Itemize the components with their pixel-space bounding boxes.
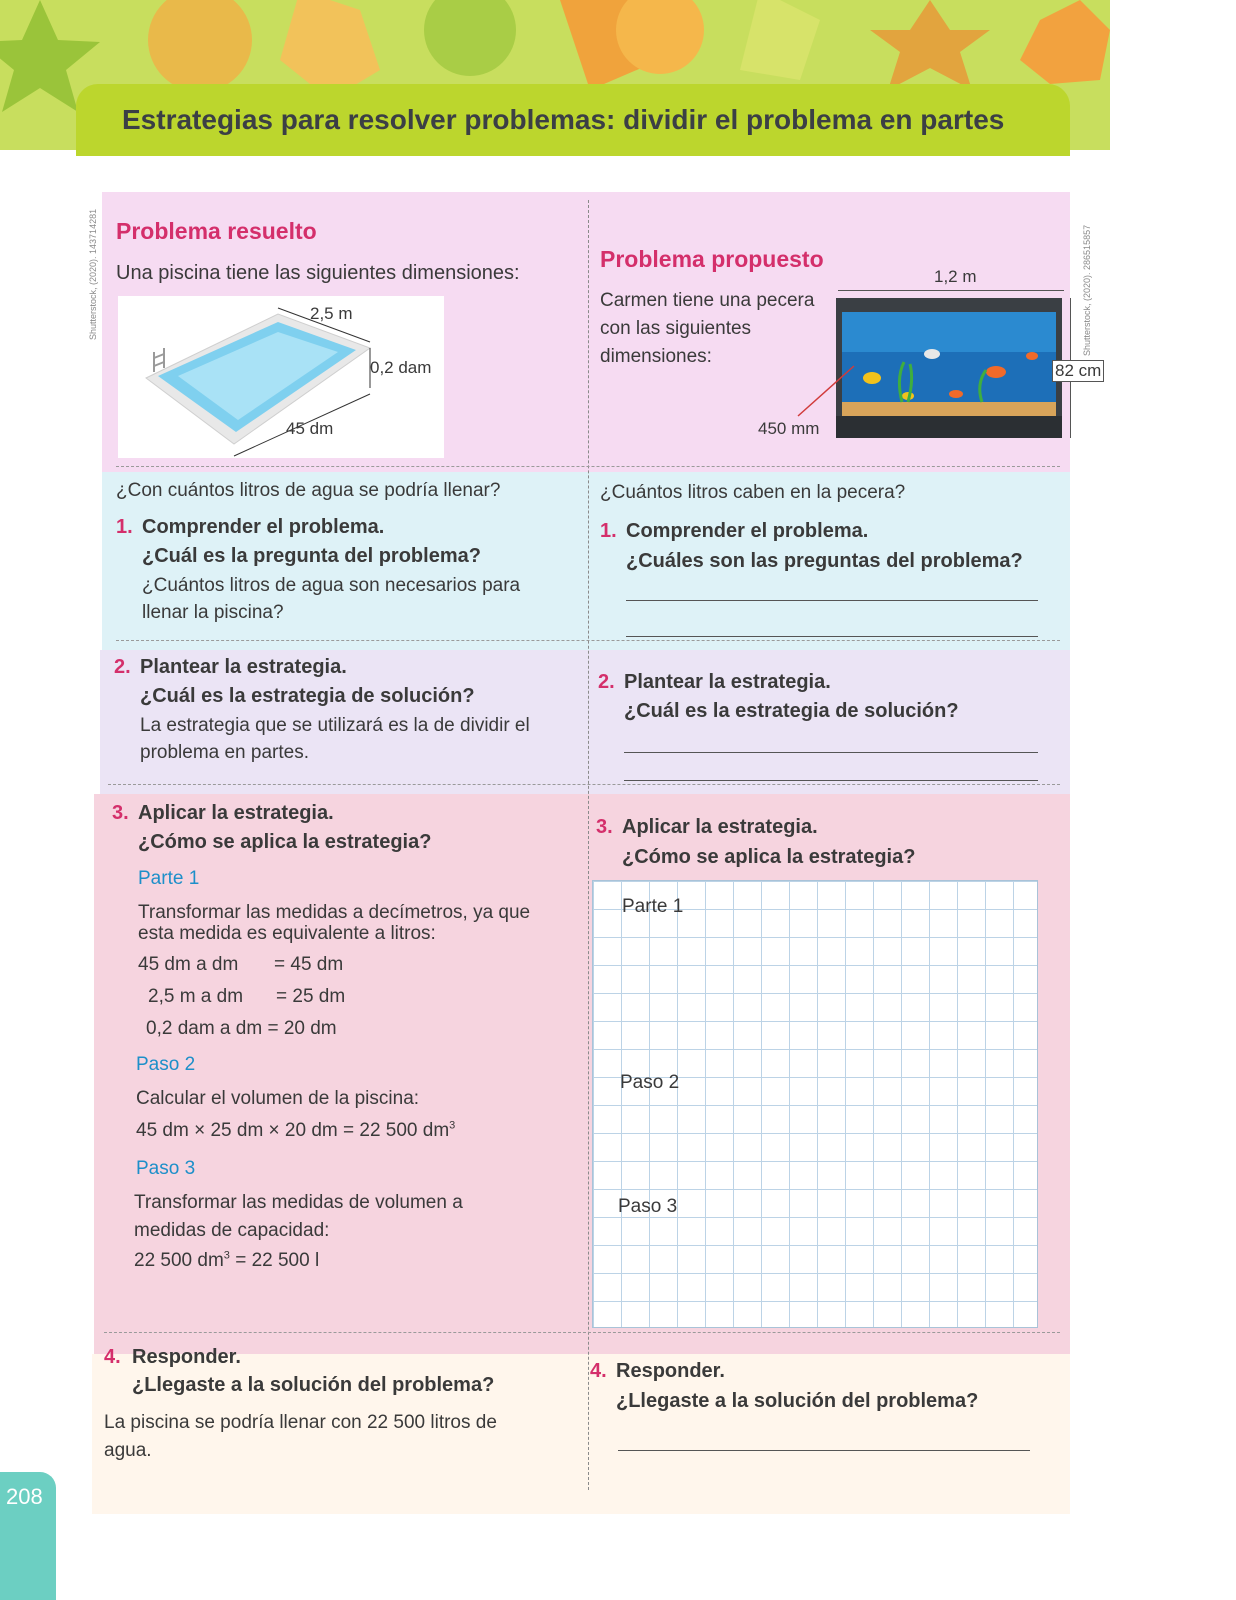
step3-label: Paso 3 (136, 1158, 196, 1179)
divider (116, 640, 1060, 641)
conversion-3: 0,2 dam a dm = 20 dm (146, 1018, 337, 1039)
tank-length-label: 1,2 m (934, 267, 977, 286)
page-title: Estrategias para resolver problemas: dividir el problema en partes (122, 104, 1005, 135)
proposed-step2-number: 2. (598, 671, 615, 693)
answer-line[interactable] (624, 780, 1038, 781)
capacity-superscript: 3 (223, 1249, 230, 1262)
pool-depth-label: 0,2 dam (370, 358, 432, 377)
volume-superscript: 3 (449, 1119, 456, 1132)
solved-step1-answer: ¿Cuántos litros de agua son necesarios para (142, 575, 521, 596)
proposed-step4-number: 4. (590, 1360, 607, 1382)
tank-depth-label: 450 mm (758, 419, 820, 438)
proposed-intro: Carmen tiene una pecera (600, 290, 815, 311)
solved-intro: Una piscina tiene las siguientes dimensiones: (116, 262, 520, 284)
answer-line[interactable] (624, 752, 1038, 753)
divider (116, 466, 1060, 467)
step3-text-cont: medidas de capacidad: (134, 1220, 330, 1241)
conversion-2-left: 2,5 m a dm (148, 986, 244, 1007)
solved-step2-answer-cont: problema en partes. (140, 742, 309, 763)
image-credit-right: Shutterstock, (2020). 286515857 (1082, 224, 1092, 356)
proposed-step4-question: ¿Llegaste a la solución del problema? (616, 1390, 979, 1412)
proposed-step1-title: Comprender el problema. (626, 520, 869, 542)
solved-step1-number: 1. (116, 516, 133, 538)
pool-length-label: 2,5 m (310, 304, 353, 323)
proposed-step1-number: 1. (600, 520, 617, 542)
tank-height-label: 82 cm (1052, 360, 1104, 382)
grid-part1-label: Parte 1 (622, 896, 684, 917)
divider (108, 784, 1060, 785)
solved-step4-title: Responder. (132, 1346, 241, 1368)
solved-answer: La piscina se podría llenar con 22 500 litros de (104, 1412, 497, 1433)
solved-step1-question: ¿Cuál es la pregunta del problema? (142, 545, 481, 567)
capacity-left: 22 500 dm (134, 1250, 224, 1271)
divider (104, 1332, 1060, 1333)
solved-step1-title: Comprender el problema. (142, 516, 385, 538)
work-grid[interactable] (592, 880, 1038, 1328)
part1-text-cont: esta medida es equivalente a litros: (138, 923, 436, 944)
page-number: 208 (6, 1484, 43, 1509)
conversion-1-right: = 45 dm (274, 954, 344, 975)
grid-step2-label: Paso 2 (620, 1072, 680, 1093)
proposed-question: ¿Cuántos litros caben en la pecera? (600, 482, 906, 503)
solved-heading: Problema resuelto (116, 218, 317, 244)
solved-question: ¿Con cuántos litros de agua se podría llenar? (116, 480, 501, 501)
proposed-intro-end: dimensiones: (600, 346, 712, 367)
capacity-right: = 22 500 l (229, 1250, 320, 1271)
proposed-intro-cont: con las siguientes (600, 318, 752, 339)
tank-length-line (838, 290, 1064, 291)
conversion-1-left: 45 dm a dm (138, 954, 239, 975)
answer-line[interactable] (626, 600, 1038, 601)
tank-depth-pointer (790, 360, 860, 420)
step2-text: Calcular el volumen de la piscina: (136, 1088, 420, 1109)
volume-calculation-value: 45 dm × 25 dm × 20 dm = 22 500 dm (136, 1120, 450, 1141)
proposed-step2-question: ¿Cuál es la estrategia de solución? (624, 700, 959, 722)
step3-text: Transformar las medidas de volumen a (134, 1192, 463, 1213)
solved-step2-title: Plantear la estrategia. (140, 656, 347, 678)
answer-line[interactable] (626, 636, 1038, 637)
solved-step2-question: ¿Cuál es la estrategia de solución? (140, 685, 475, 707)
solved-step3-number: 3. (112, 802, 129, 824)
conversion-2-right: = 25 dm (276, 986, 346, 1007)
grid-step3-label: Paso 3 (618, 1196, 678, 1217)
proposed-heading: Problema propuesto (600, 246, 824, 272)
proposed-step4-title: Responder. (616, 1360, 725, 1382)
image-credit-left: Shutterstock, (2020). 143714281 (88, 208, 98, 340)
solved-answer-cont: agua. (104, 1440, 152, 1461)
solved-step3-title: Aplicar la estrategia. (138, 802, 334, 824)
solved-step4-question: ¿Llegaste a la solución del problema? (132, 1374, 495, 1396)
proposed-step1-question: ¿Cuáles son las preguntas del problema? (626, 550, 1023, 572)
solved-step2-answer: La estrategia que se utilizará es la de dividir el (140, 715, 530, 736)
proposed-step3-number: 3. (596, 816, 613, 838)
solved-step3-question: ¿Cómo se aplica la estrategia? (138, 831, 432, 853)
proposed-step3-title: Aplicar la estrategia. (622, 816, 818, 838)
volume-calculation (136, 1118, 455, 1144)
pool-width-label: 45 dm (286, 419, 334, 438)
part1-label: Parte 1 (138, 868, 200, 889)
solved-step4-number: 4. (104, 1346, 121, 1368)
answer-line[interactable] (618, 1450, 1030, 1451)
part1-text: Transformar las medidas a decímetros, ya que (138, 902, 531, 923)
proposed-step2-title: Plantear la estrategia. (624, 671, 831, 693)
capacity-result (134, 1248, 319, 1274)
step2-label: Paso 2 (136, 1054, 196, 1075)
solved-step2-number: 2. (114, 656, 131, 678)
column-divider (588, 200, 589, 1490)
proposed-step3-question: ¿Cómo se aplica la estrategia? (622, 846, 916, 868)
solved-step1-answer-cont: llenar la piscina? (142, 602, 284, 623)
aquarium-illustration (836, 298, 1062, 438)
